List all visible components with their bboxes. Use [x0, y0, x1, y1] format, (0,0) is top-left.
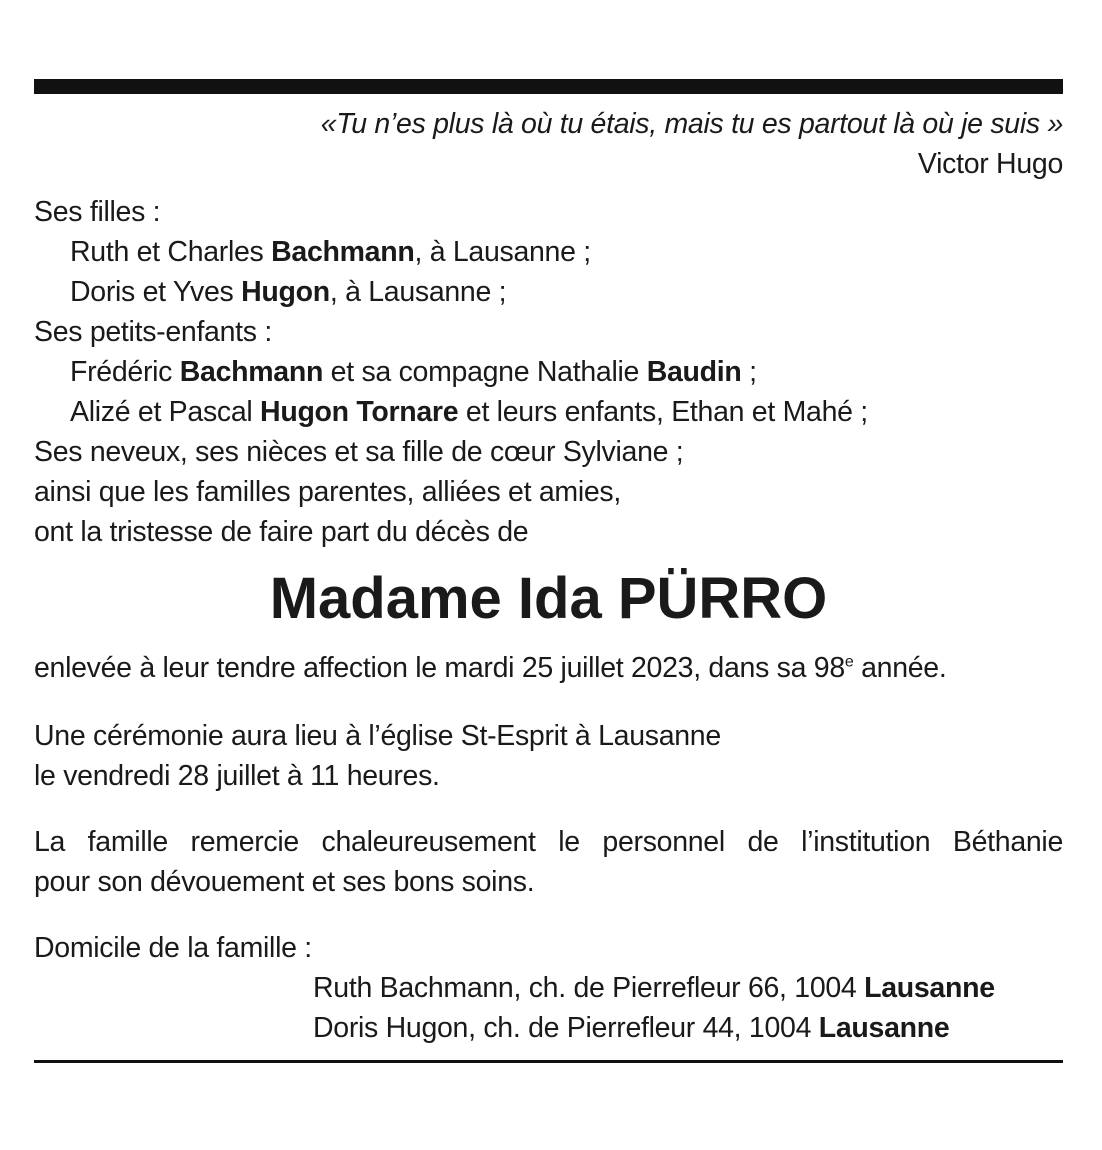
ceremony-line-1: Une cérémonie aura lieu à l’église St-Esprit à Lausanne [34, 720, 721, 752]
top-rule [34, 79, 1063, 94]
announce-line: ont la tristesse de faire part du décès de [34, 516, 529, 548]
grandchild-line-2: Alizé et Pascal Hugon Tornare et leurs enfants, Ethan et Mahé ; [70, 396, 868, 428]
address-line-2: Doris Hugon, ch. de Pierrefleur 44, 1004 Lausanne [313, 1012, 950, 1044]
daughters-heading: Ses filles : [34, 196, 161, 228]
grandchildren-heading: Ses petits-enfants : [34, 316, 272, 348]
ceremony-line-2: le vendredi 28 juillet à 11 heures. [34, 760, 440, 792]
quote-text: «Tu n’es plus là où tu étais, mais tu es partout là où je suis » [320, 108, 1063, 140]
bottom-rule [34, 1060, 1063, 1063]
families-line: ainsi que les familles parentes, alliées et amies, [34, 476, 621, 508]
nephews-line: Ses neveux, ses nièces et sa fille de cœur Sylviane ; [34, 436, 684, 468]
daughter-line-1: Ruth et Charles Bachmann, à Lausanne ; [70, 236, 591, 268]
thanks-line-2: pour son dévouement et ses bons soins. [34, 866, 535, 898]
address-line-1: Ruth Bachmann, ch. de Pierrefleur 66, 1004 Lausanne [313, 972, 995, 1004]
quote-author: Victor Hugo [917, 148, 1063, 180]
thanks-line-1: La famille remercie chaleureusement le personnel de l’institution Béthanie [34, 826, 1063, 858]
death-line: enlevée à leur tendre affection le mardi 25 juillet 2023, dans sa 98e année. [34, 652, 947, 684]
deceased-name: Madame Ida PÜRRO [269, 566, 828, 631]
domicile-heading: Domicile de la famille : [34, 932, 312, 964]
grandchild-line-1: Frédéric Bachmann et sa compagne Nathalie Baudin ; [70, 356, 757, 388]
daughter-line-2: Doris et Yves Hugon, à Lausanne ; [70, 276, 507, 308]
obituary-notice [34, 79, 1063, 1044]
